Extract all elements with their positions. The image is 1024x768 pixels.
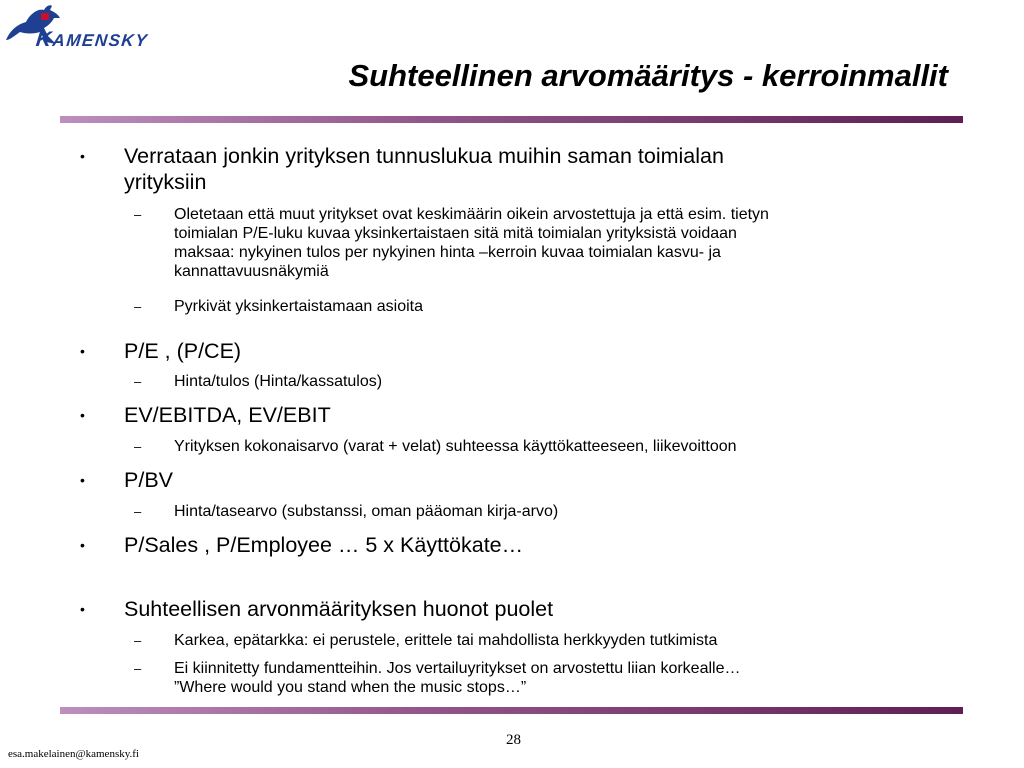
bullet-text: P/Sales , P/Employee … 5 x Käyttökate… <box>124 533 524 557</box>
sub-bullet-text: Pyrkivät yksinkertaistamaan asioita <box>174 298 423 315</box>
sub-bullet-text <box>174 205 934 281</box>
page-number: 28 <box>506 732 521 748</box>
bullet-marker: • <box>80 537 85 553</box>
bullet-marker: • <box>80 472 85 488</box>
bullet-marker: • <box>80 343 85 359</box>
sub-bullet-marker: – <box>134 661 142 676</box>
bullet-marker: • <box>80 407 85 423</box>
sub-bullet-text <box>174 659 934 697</box>
sub-bullet-line: Ei kiinnitetty fundamentteihin. Jos vertailuyritykset on arvostettu liian korkealle… <box>174 660 741 677</box>
sub-bullet-marker: – <box>134 633 142 648</box>
bottom-divider <box>60 707 963 714</box>
logo-wordmark: KAMENSKY <box>34 28 150 51</box>
sub-bullet-line: Oletetaan että muut yritykset ovat keskimäärin oikein arvostettuja ja että esim. tietyn <box>174 206 769 223</box>
sub-bullet-line: maksaa: nykyinen tulos per nykyinen hinta –kerroin kuvaa toimialan kasvu- ja <box>174 244 721 261</box>
sub-bullet-marker: – <box>134 504 142 519</box>
sub-bullet-line: toimialan P/E-luku kuvaa yksinkertaistaen sitä mitä toimialan yrityksistä voidaan <box>174 225 737 242</box>
slide-title: Suhteellinen arvomääritys - kerroinmallit <box>348 58 948 93</box>
bullet-text <box>124 143 904 195</box>
sub-bullet-marker: – <box>134 207 142 222</box>
sub-bullet-text: Hinta/tulos (Hinta/kassatulos) <box>174 373 383 390</box>
bullet-text: P/E , (P/CE) <box>124 339 242 363</box>
footer-email: esa.makelainen@kamensky.fi <box>8 748 139 760</box>
bullet-line: Verrataan jonkin yrityksen tunnuslukua muihin saman toimialan <box>124 144 724 168</box>
sub-bullet-marker: – <box>134 439 142 454</box>
bullet-marker: • <box>80 601 85 617</box>
sub-bullet-line: ”Where would you stand when the music stops…” <box>174 679 527 696</box>
sub-bullet-text: Yrityksen kokonaisarvo (varat + velat) suhteessa käyttökatteeseen, liikevoittoon <box>174 438 737 455</box>
sub-bullet-marker: – <box>134 374 142 389</box>
sub-bullet-line: kannattavuusnäkymiä <box>174 263 329 280</box>
bullet-line: yrityksiin <box>124 170 207 194</box>
sub-bullet-marker: – <box>134 299 142 314</box>
bullet-text: Suhteellisen arvonmäärityksen huonot puolet <box>124 597 554 621</box>
bullet-text: EV/EBITDA, EV/EBIT <box>124 403 331 427</box>
sub-bullet-text: Hinta/tasearvo (substanssi, oman pääoman kirja-arvo) <box>174 503 559 520</box>
bullet-marker: • <box>80 148 85 164</box>
sub-bullet-text: Karkea, epätarkka: ei perustele, erittele tai mahdollista herkkyyden tutkimista <box>174 632 718 649</box>
bullet-text: P/BV <box>124 468 173 492</box>
